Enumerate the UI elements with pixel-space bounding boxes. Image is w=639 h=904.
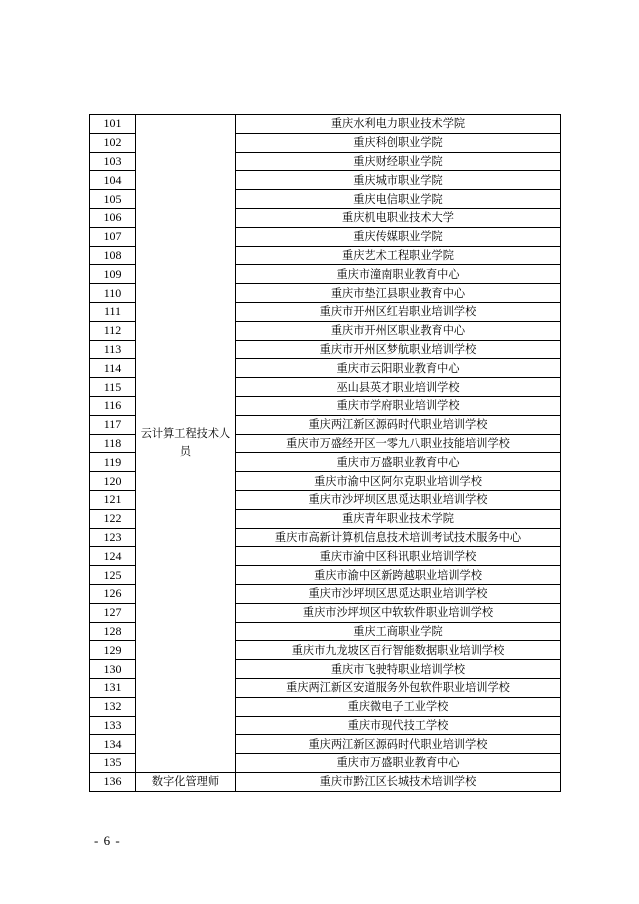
category-digital-manager: 数字化管理师 xyxy=(136,772,236,791)
school-name: 重庆市开州区职业教育中心 xyxy=(236,321,561,340)
school-name: 重庆市云阳职业教育中心 xyxy=(236,359,561,378)
school-name: 重庆市万盛经开区一零九八职业技能培训学校 xyxy=(236,434,561,453)
school-name: 重庆机电职业技术大学 xyxy=(236,208,561,227)
row-number: 105 xyxy=(90,190,136,209)
school-name: 重庆市潼南职业教育中心 xyxy=(236,265,561,284)
school-name: 重庆科创职业学院 xyxy=(236,133,561,152)
row-number: 128 xyxy=(90,622,136,641)
school-name: 重庆市渝中区新跨越职业培训学校 xyxy=(236,566,561,585)
school-name: 重庆市学府职业培训学校 xyxy=(236,396,561,415)
row-number: 107 xyxy=(90,227,136,246)
row-number: 102 xyxy=(90,133,136,152)
row-number: 134 xyxy=(90,735,136,754)
school-name: 重庆市九龙坡区百行智能数据职业培训学校 xyxy=(236,641,561,660)
school-name: 重庆两江新区源码时代职业培训学校 xyxy=(236,735,561,754)
row-number: 113 xyxy=(90,340,136,359)
school-name: 重庆城市职业学院 xyxy=(236,171,561,190)
row-number: 124 xyxy=(90,547,136,566)
school-name: 重庆市开州区梦航职业培训学校 xyxy=(236,340,561,359)
school-name: 重庆市黔江区长城技术培训学校 xyxy=(236,772,561,791)
row-number: 106 xyxy=(90,208,136,227)
row-number: 130 xyxy=(90,660,136,679)
school-name: 重庆市渝中区科讯职业培训学校 xyxy=(236,547,561,566)
row-number: 103 xyxy=(90,152,136,171)
school-name: 重庆两江新区安道服务外包软件职业培训学校 xyxy=(236,678,561,697)
school-name: 巫山县英才职业培训学校 xyxy=(236,378,561,397)
row-number: 125 xyxy=(90,566,136,585)
school-name: 重庆市沙坪坝区思觅达职业培训学校 xyxy=(236,490,561,509)
school-name: 重庆艺术工程职业学院 xyxy=(236,246,561,265)
row-number: 132 xyxy=(90,697,136,716)
row-number: 127 xyxy=(90,603,136,622)
row-number: 111 xyxy=(90,302,136,321)
row-number: 120 xyxy=(90,472,136,491)
row-number: 135 xyxy=(90,754,136,773)
school-name: 重庆市高新计算机信息技术培训考试技术服务中心 xyxy=(236,528,561,547)
row-number: 114 xyxy=(90,359,136,378)
row-number: 133 xyxy=(90,716,136,735)
school-name: 重庆两江新区源码时代职业培训学校 xyxy=(236,415,561,434)
row-number: 115 xyxy=(90,378,136,397)
school-name: 重庆市开州区红岩职业培训学校 xyxy=(236,302,561,321)
row-number: 109 xyxy=(90,265,136,284)
school-name: 重庆市万盛职业教育中心 xyxy=(236,453,561,472)
school-name: 重庆财经职业学院 xyxy=(236,152,561,171)
row-number: 112 xyxy=(90,321,136,340)
row-number: 118 xyxy=(90,434,136,453)
school-name: 重庆市飞驶特职业培训学校 xyxy=(236,660,561,679)
row-number: 136 xyxy=(90,772,136,791)
page-number: - 6 - xyxy=(94,833,121,848)
table-row xyxy=(90,772,561,791)
row-number: 129 xyxy=(90,641,136,660)
school-name: 重庆传媒职业学院 xyxy=(236,227,561,246)
school-name: 重庆工商职业学院 xyxy=(236,622,561,641)
school-name: 重庆市垫江县职业教育中心 xyxy=(236,284,561,303)
row-number: 119 xyxy=(90,453,136,472)
school-name: 重庆电信职业学院 xyxy=(236,190,561,209)
school-name: 重庆市现代技工学校 xyxy=(236,716,561,735)
school-name: 重庆市万盛职业教育中心 xyxy=(236,754,561,773)
school-name: 重庆青年职业技术学院 xyxy=(236,509,561,528)
row-number: 104 xyxy=(90,171,136,190)
row-number: 110 xyxy=(90,284,136,303)
school-name: 重庆微电子工业学校 xyxy=(236,697,561,716)
row-number: 126 xyxy=(90,584,136,603)
row-number: 122 xyxy=(90,509,136,528)
row-number: 117 xyxy=(90,415,136,434)
school-name: 重庆市沙坪坝区思觅达职业培训学校 xyxy=(236,584,561,603)
row-number: 123 xyxy=(90,528,136,547)
category-cloud-engineer: 云计算工程技术人员 xyxy=(136,115,236,773)
row-number: 131 xyxy=(90,678,136,697)
school-list-table xyxy=(89,114,561,792)
row-number: 108 xyxy=(90,246,136,265)
school-name: 重庆市渝中区阿尔克职业培训学校 xyxy=(236,472,561,491)
row-number: 101 xyxy=(90,115,136,134)
table-body xyxy=(90,115,561,792)
table-row xyxy=(90,115,561,134)
school-name: 重庆市沙坪坝区中软软件职业培训学校 xyxy=(236,603,561,622)
school-name: 重庆水利电力职业技术学院 xyxy=(236,115,561,134)
row-number: 121 xyxy=(90,490,136,509)
row-number: 116 xyxy=(90,396,136,415)
